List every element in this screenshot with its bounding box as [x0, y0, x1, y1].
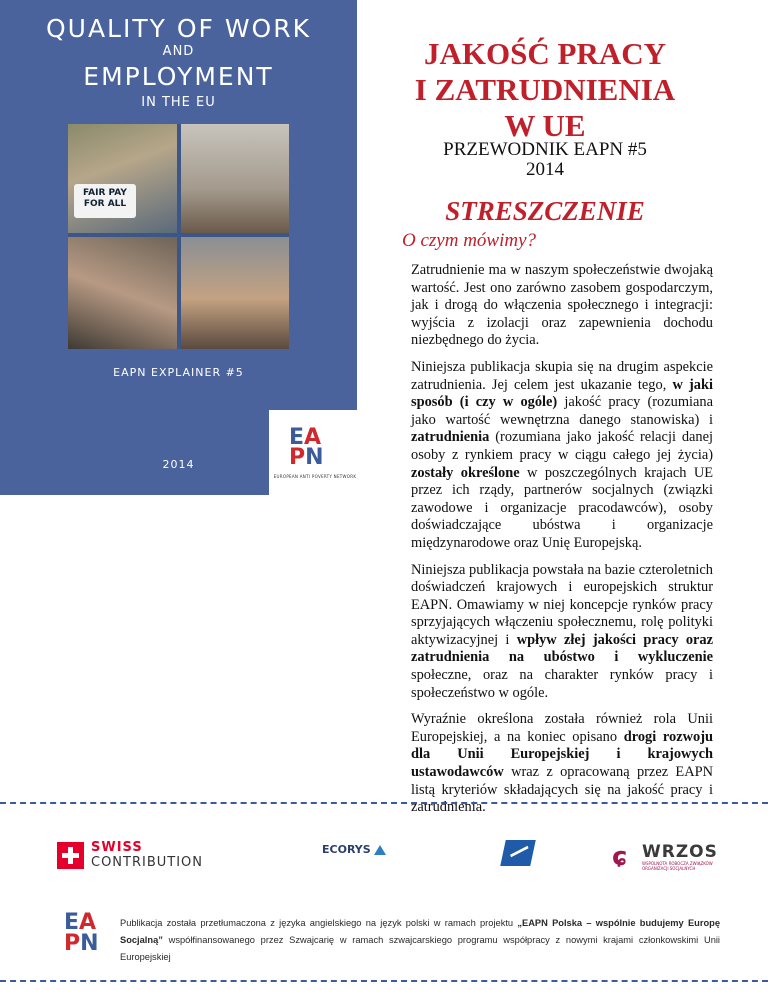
- paragraph-2-emphasis: zatrudnienia: [411, 429, 490, 446]
- wrzos-logo-tagline: WSPÓLNOTA ROBOCZA ZWIĄZKÓW ORGANIZACJI SOCJALNYCH: [642, 861, 713, 871]
- footer-note-text: współfinansowanego przez Szwajcarię w ramach szwajcarskiego programu współpracy z nowymi krajami członkowskimi Unii Europejskiej: [120, 935, 720, 962]
- document-title: [380, 36, 710, 144]
- paragraph-2-text: w poszczególnych krajach UE przez ich rządy, partnerów socjalnych (związki zawodowe i organizacje pracodawców), osoby doświadczające ubóstwa i organizacje międzynarodowe oraz Unię Europejską.: [411, 464, 714, 551]
- paragraph-3-text: społeczne, oraz na charakter rynków pracy i społeczeństwo w ogóle.: [411, 667, 713, 701]
- paragraph-2-emphasis: zostały określone: [411, 464, 520, 481]
- paragraph-2-text: Niniejsza publikacja skupia się na drugim aspekcie zatrudnienia. Jej celem jest ukazanie tego,: [411, 358, 713, 393]
- document-subtitle-line2: 2014: [526, 159, 564, 180]
- eapn-footer-logo-mark: EA PN: [64, 910, 99, 956]
- eapn-cover-logo: [269, 410, 357, 495]
- paragraph-3-text: Niniejsza publikacja powstała na bazie czteroletnich doświadczeń krajowych i europejskich struktur EAPN. Omawiamy w niej koncepcje rynków pracy sprzyjających włączeniu społecznemu, rolę polityki aktywizacyjnej i: [411, 561, 713, 648]
- ecorys-logo: [322, 843, 386, 856]
- cover-photo-apprentices: [181, 237, 289, 349]
- paragraph-2-text: jakość pracy (rozumiana jako wartość wewnętrzna danego stanowiska) i: [411, 394, 713, 428]
- partner-bird-logo-icon: [500, 840, 536, 866]
- swiss-logo-line2: CONTRIBUTION: [91, 855, 204, 870]
- fair-pay-sign: FAIR PAY FOR ALL: [74, 184, 136, 218]
- section-title: STRESZCZENIE: [445, 196, 645, 226]
- ecorys-triangle-icon: [374, 845, 386, 855]
- cover-title-line4: IN THE EU: [141, 95, 216, 110]
- wrzos-logo: [612, 840, 722, 872]
- swiss-logo-line1: SWISS: [91, 840, 143, 855]
- cover-title-line1: QUALITY OF WORK: [45, 14, 312, 43]
- eapn-logo-mark: EA PN: [289, 425, 324, 470]
- cover-photo-collage: [68, 124, 289, 349]
- divider-bottom: [0, 980, 768, 982]
- divider-top: [0, 802, 768, 804]
- wrzos-symbol-icon: ɕ: [612, 842, 628, 872]
- cover-photo-family: [68, 237, 177, 349]
- footer-note-text: Publikacja została przetłumaczona z języka angielskiego na język polski w ramach projektu: [120, 918, 518, 928]
- cover-title-line2: AND: [162, 44, 195, 59]
- document-subtitle: [380, 140, 710, 180]
- eapn-footer-logo: [62, 910, 112, 956]
- swiss-flag-icon: [57, 842, 84, 869]
- eapn-logo-subtitle: EUROPEAN ANTI POVERTY NETWORK: [273, 474, 357, 479]
- cover-explainer-label: EAPN EXPLAINER #5: [113, 366, 244, 379]
- paragraph-4-emphasis: drogi rozwoju dla Unii Europejskiej i krajowych ustawodawców: [411, 728, 713, 781]
- paragraph-2-text: (rozumiana jako jakość relacji danej osoby z rynkiem pracy w ciągu całego jej życia): [411, 429, 713, 463]
- ecorys-logo-text: ECORYS: [322, 843, 371, 856]
- paragraph-2-emphasis: w jaki sposób (i czy w ogóle): [411, 376, 713, 411]
- wrzos-logo-name: WRZOS: [642, 842, 718, 862]
- summary-body: [411, 262, 713, 826]
- paragraph-4: [411, 711, 713, 817]
- paragraph-3-emphasis: wpływ złej jakości pracy oraz zatrudnienia na ubóstwo i wykluczenie: [411, 631, 713, 666]
- paragraph-4-text: Wyraźnie określona została również rola Unii Europejskiej, a na koniec opisano: [411, 711, 713, 745]
- paragraph-3: [411, 562, 713, 703]
- paragraph-1: Zatrudnienie ma w naszym społeczeństwie dwojaką wartość. Jest ono zarówno zasobem gospodarczym, jak i drogą do włączenia społecznego i integracji: wyjścia z izolacji oraz zapewnienia dochodu niezbędnego do życia.: [411, 262, 713, 349]
- document-title-line2: I ZATRUDNIENIA: [414, 72, 676, 107]
- document-subtitle-line1: PRZEWODNIK EAPN #5: [443, 139, 647, 160]
- cover-panel: [0, 0, 357, 495]
- section-subtitle: O czym mówimy?: [402, 230, 537, 251]
- cover-photo-workers: [181, 124, 289, 233]
- cover-title-line3: EMPLOYMENT: [83, 62, 274, 91]
- document-title-line3: W UE: [504, 108, 586, 143]
- document-title-line1: JAKOŚĆ PRACY: [424, 36, 666, 71]
- cover-photo-protest: [68, 124, 177, 233]
- paragraph-4-text: wraz z opracowaną przez EAPN listą kryteriów składających się na jakość pracy i zatrudnienia.: [411, 764, 713, 816]
- footer-note: [120, 915, 720, 966]
- paragraph-2: [411, 359, 713, 553]
- footer-project-name: „EAPN Polska – wspólnie budujemy Europę Socjalną”: [120, 918, 720, 945]
- cover-year: 2014: [162, 458, 195, 471]
